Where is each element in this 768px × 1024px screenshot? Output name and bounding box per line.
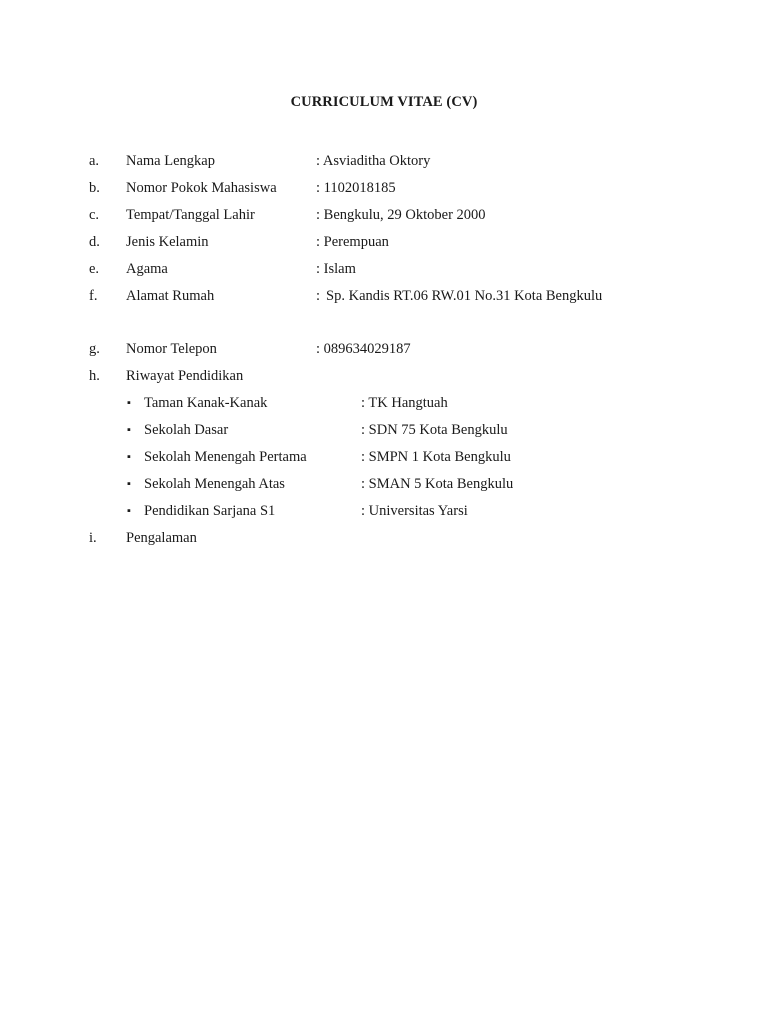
item-letter: d. (89, 234, 100, 250)
item-value (316, 259, 356, 279)
education-school-text: SMPN 1 Kota Bengkulu (368, 449, 511, 465)
bullet-square-icon: ▪ (127, 424, 131, 436)
cv-item-ttl (0, 205, 768, 225)
education-school (361, 447, 511, 467)
colon: : (316, 261, 321, 277)
cv-item-agama (0, 259, 768, 279)
cv-item-telepon (0, 339, 768, 359)
item-value-text: Asviaditha Oktory (322, 153, 431, 169)
bullet-square-icon: ▪ (127, 505, 131, 517)
bullet-square-icon: ▪ (127, 451, 131, 463)
item-value-text: Perempuan (323, 234, 389, 250)
cv-item-npm (0, 178, 768, 198)
item-label: Agama (126, 261, 168, 277)
colon: : (361, 395, 366, 411)
item-label: Jenis Kelamin (126, 234, 209, 250)
education-school-text: TK Hangtuah (368, 395, 448, 411)
item-letter: e. (89, 261, 100, 277)
item-label: Nomor Pokok Mahasiswa (126, 180, 277, 196)
item-value (316, 232, 389, 252)
item-value (316, 205, 486, 225)
item-label: Riwayat Pendidikan (126, 368, 244, 384)
item-value (316, 339, 411, 359)
item-label: Nama Lengkap (126, 153, 215, 169)
item-value-text: 089634029187 (323, 341, 411, 357)
education-level: Taman Kanak-Kanak (144, 395, 268, 411)
bullet-square-icon: ▪ (127, 478, 131, 490)
item-letter: g. (89, 341, 100, 357)
colon: : (316, 288, 321, 304)
cv-item-alamat (0, 286, 768, 306)
education-school-text: Universitas Yarsi (368, 503, 468, 519)
colon: : (316, 341, 321, 357)
cv-item-nama-lengkap (0, 151, 768, 171)
education-level: Pendidikan Sarjana S1 (144, 503, 276, 519)
item-value (316, 286, 602, 306)
item-value-text: Islam (323, 261, 356, 277)
education-school-text: SMAN 5 Kota Bengkulu (368, 476, 514, 492)
item-letter: b. (89, 180, 100, 196)
item-value-text: 1102018185 (323, 180, 396, 196)
colon: : (316, 180, 321, 196)
education-school (361, 393, 448, 413)
item-letter: f. (89, 288, 98, 304)
item-label: Alamat Rumah (126, 288, 215, 304)
item-value-text: Bengkulu, 29 Oktober 2000 (323, 207, 486, 223)
page-title: CURRICULUM VITAE (CV) (290, 94, 478, 110)
cv-item-riwayat-pendidikan (0, 366, 768, 386)
item-label: Pengalaman (126, 530, 197, 546)
cv-item-pengalaman (0, 528, 768, 548)
education-item (0, 447, 768, 467)
education-school (361, 474, 513, 494)
education-school-text: SDN 75 Kota Bengkulu (368, 422, 508, 438)
education-school (361, 420, 508, 440)
education-item (0, 420, 768, 440)
colon: : (316, 153, 321, 169)
bullet-square-icon: ▪ (127, 397, 131, 409)
item-letter: a. (89, 153, 100, 169)
education-level: Sekolah Menengah Atas (144, 476, 285, 492)
education-item (0, 474, 768, 494)
colon: : (361, 449, 366, 465)
item-value (316, 178, 396, 198)
education-level: Sekolah Menengah Pertama (144, 449, 307, 465)
colon: : (316, 207, 321, 223)
education-item (0, 393, 768, 413)
item-letter: h. (89, 368, 100, 384)
cv-item-jenis-kelamin (0, 232, 768, 252)
colon: : (361, 476, 366, 492)
item-value (316, 151, 430, 171)
colon: : (316, 234, 321, 250)
item-letter: c. (89, 207, 100, 223)
item-letter: i. (89, 530, 97, 546)
education-item (0, 501, 768, 521)
colon: : (361, 503, 366, 519)
item-label: Tempat/Tanggal Lahir (126, 207, 255, 223)
education-school (361, 501, 468, 521)
item-value-text: Sp. Kandis RT.06 RW.01 No.31 Kota Bengkulu (326, 288, 603, 304)
item-label: Nomor Telepon (126, 341, 217, 357)
colon: : (361, 422, 366, 438)
education-level: Sekolah Dasar (144, 422, 229, 438)
